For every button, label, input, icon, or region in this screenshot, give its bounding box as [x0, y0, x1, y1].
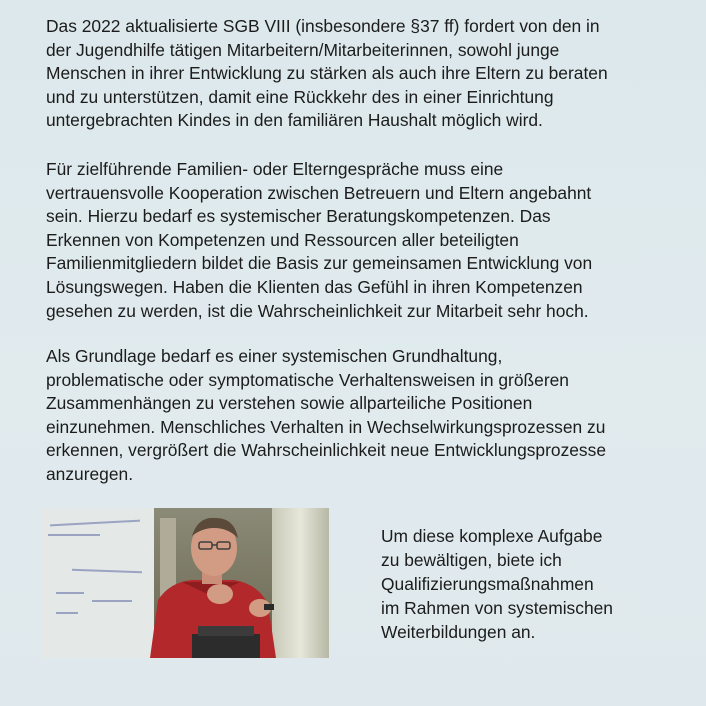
- text-line: Zusammenhängen zu verstehen sowie allparteiliche Positionen: [46, 393, 533, 414]
- text-line: Erkennen von Kompetenzen und Ressourcen aller beteiligten: [46, 229, 519, 250]
- caption-line: Um diese komplexe Aufgabe: [381, 526, 603, 546]
- paragraph-grundhaltung: [46, 345, 706, 487]
- text-line: problematische oder symptomatische Verhaltensweisen in größeren: [46, 369, 569, 390]
- text-line: einzunehmen. Menschliches Verhalten in Wechselwirkungsprozessen zu: [46, 416, 606, 437]
- text-line: der Jugendhilfe tätigen Mitarbeitern/Mitarbeiterinnen, sowohl junge: [46, 39, 560, 60]
- text-line: vertrauensvolle Kooperation zwischen Betreuern und Eltern angebahnt: [46, 182, 592, 203]
- text-line: Lösungswegen. Haben die Klienten das Gefühl in ihren Kompetenzen: [46, 276, 583, 297]
- offer-caption: [381, 524, 701, 644]
- text-line: Das 2022 aktualisierte SGB VIII (insbesondere §37 ff) fordert von den in: [46, 16, 600, 36]
- presenter: [42, 508, 329, 658]
- text-line: und zu unterstützen, damit eine Rückkehr des in einer Einrichtung: [46, 86, 554, 107]
- caption-line: Weiterbildungen an.: [381, 622, 536, 642]
- text-line: Als Grundlage bedarf es einer systemischen Grundhaltung,: [46, 346, 503, 366]
- caption-line: zu bewältigen, biete ich: [381, 550, 562, 570]
- caption-line: Qualifizierungsmaßnahmen: [381, 574, 594, 594]
- text-line: sein. Hierzu bedarf es systemischer Beratungskompetenzen. Das: [46, 206, 551, 227]
- text-line: Familienmitgliedern bildet die Basis zur gemeinsamen Entwicklung von: [46, 253, 593, 274]
- presenter-photo: [42, 508, 329, 658]
- paragraph-familiengespraeche: [46, 158, 706, 323]
- caption-line: im Rahmen von systemischen: [381, 598, 613, 618]
- text-line: gesehen zu werden, ist die Wahrscheinlichkeit zur Mitarbeit sehr hoch.: [46, 300, 589, 321]
- paragraph-sgb-viii: [46, 15, 706, 133]
- text-line: untergebrachten Kindes in den familiären Haushalt möglich wird.: [46, 110, 543, 131]
- text-line: Menschen in ihrer Entwicklung zu stärken als auch ihre Eltern zu beraten: [46, 63, 608, 84]
- text-line: anzuregen.: [46, 463, 134, 484]
- text-line: Für zielführende Familien- oder Elterngespräche muss eine: [46, 159, 504, 179]
- text-line: erkennen, vergrößert die Wahrscheinlichkeit neue Entwicklungsprozesse: [46, 440, 606, 461]
